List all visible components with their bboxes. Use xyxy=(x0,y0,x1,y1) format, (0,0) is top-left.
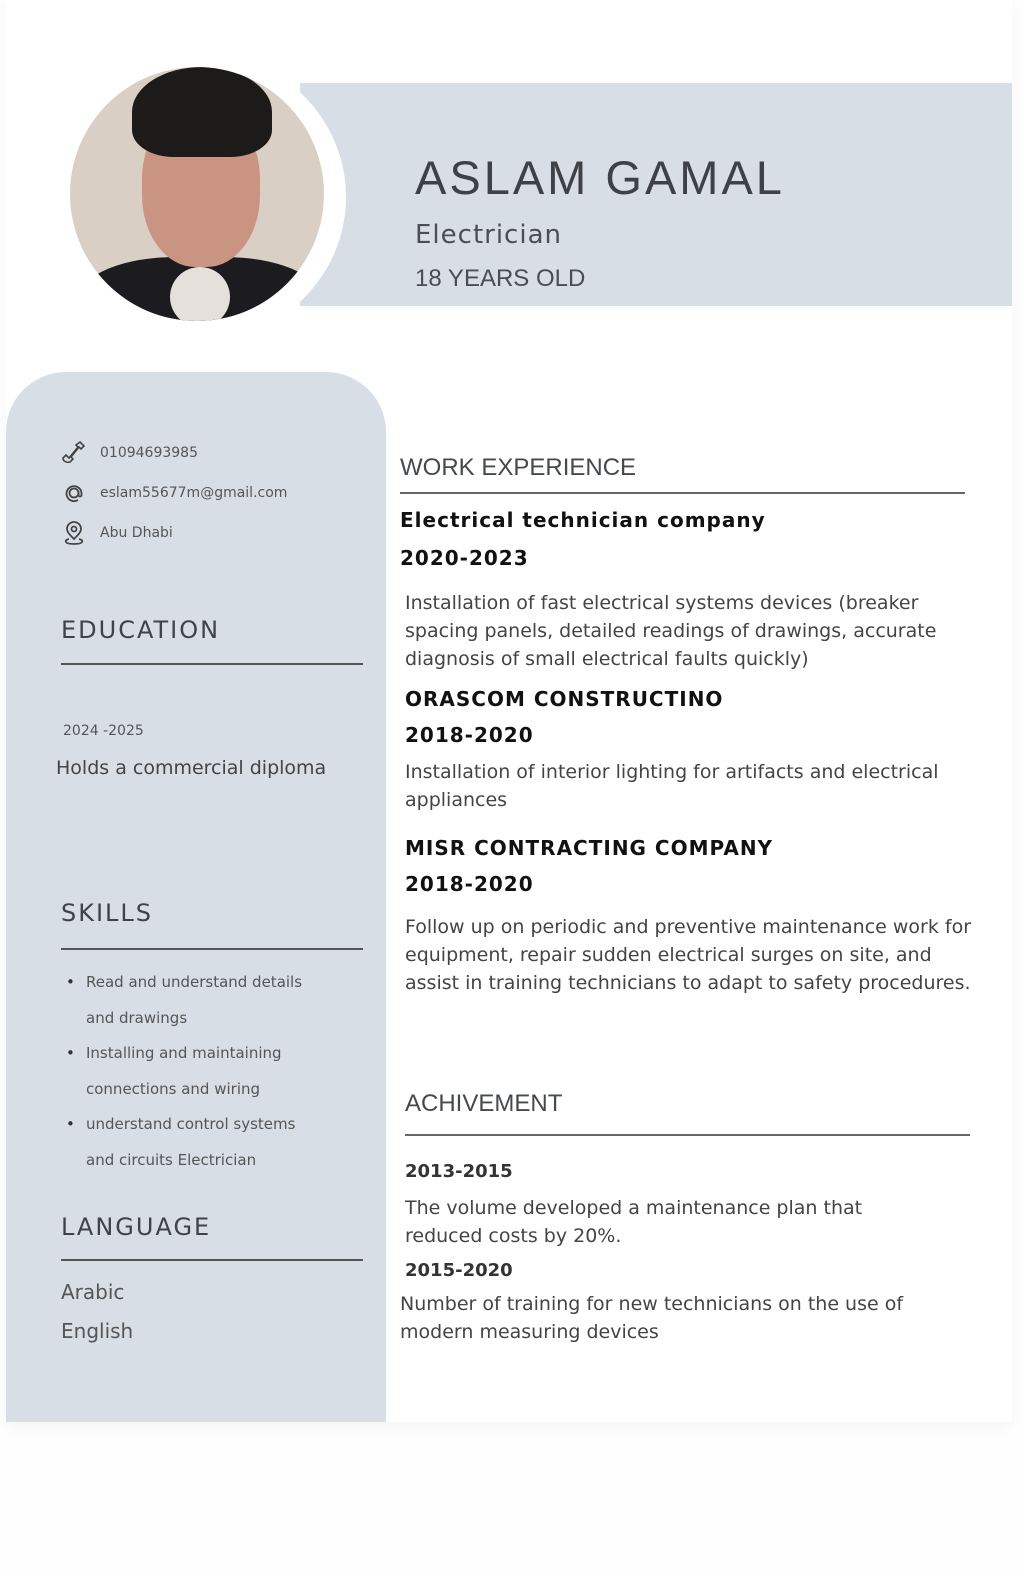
job-years: 2020-2023 xyxy=(400,546,529,570)
job-description: Installation of interior lighting for artifacts and electrical appliances xyxy=(405,761,939,811)
divider xyxy=(405,1134,970,1136)
skill-line: • understand control systems xyxy=(66,1107,366,1143)
job-description: Follow up on periodic and preventive maintenance work for equipment, repair sudden electrical surges on site, and assist in training technicians to adapt to safety procedures. xyxy=(405,916,972,994)
language-item: English xyxy=(61,1319,134,1343)
job-company: ORASCOM CONSTRUCTINO xyxy=(405,687,724,711)
phone-text: 01094693985 xyxy=(100,445,198,461)
achievement-description: The volume developed a maintenance plan that reduced costs by 20%. xyxy=(405,1197,863,1247)
skill-line: and circuits Electrician xyxy=(86,1150,257,1169)
contact-location xyxy=(60,519,173,547)
language-item: Arabic xyxy=(61,1280,125,1304)
language-heading: LANGUAGE xyxy=(61,1213,212,1241)
contact-phone xyxy=(60,439,198,467)
email-text: eslam55677m@gmail.com xyxy=(100,485,288,501)
contact-email xyxy=(60,479,287,507)
education-heading: EDUCATION xyxy=(61,616,221,644)
job-years: 2018-2020 xyxy=(405,872,534,896)
skill-line: • Installing and maintaining xyxy=(66,1036,366,1072)
location-pin-icon xyxy=(60,519,88,547)
name: ASLAM GAMAL xyxy=(415,151,785,204)
divider xyxy=(61,1259,363,1261)
job-title: Electrician xyxy=(415,220,562,250)
education-detail: Holds a commercial diploma xyxy=(56,757,327,779)
job-description: Installation of fast electrical systems devices (breaker spacing panels, detailed readings of drawings, accurate diagnosis of small electrical faults quickly) xyxy=(405,592,937,670)
achievement-years: 2015-2020 xyxy=(405,1260,513,1281)
job-years: 2018-2020 xyxy=(405,723,534,747)
location-text: Abu Dhabi xyxy=(100,525,173,541)
job-company: MISR CONTRACTING COMPANY xyxy=(405,836,774,860)
skill-line: connections and wiring xyxy=(86,1079,261,1098)
job-company: Electrical technician company xyxy=(400,508,766,532)
divider xyxy=(61,948,363,950)
divider xyxy=(61,663,363,665)
at-icon xyxy=(60,479,88,507)
divider xyxy=(400,492,965,494)
skills-list xyxy=(66,965,366,1178)
achievement-heading: ACHIVEMENT xyxy=(405,1090,563,1117)
education-years: 2024 -2025 xyxy=(63,723,144,739)
work-heading: WORK EXPERIENCE xyxy=(400,454,637,481)
phone-icon xyxy=(60,439,88,467)
achievement-years: 2013-2015 xyxy=(405,1161,513,1182)
age: 18 YEARS OLD xyxy=(415,265,586,292)
skill-line: • Read and understand details xyxy=(66,965,366,1001)
skill-line: and drawings xyxy=(86,1008,188,1027)
skills-heading: SKILLS xyxy=(61,899,154,927)
profile-photo xyxy=(70,67,324,321)
achievement-description: Number of training for new technicians on the use of modern measuring devices xyxy=(400,1293,904,1343)
